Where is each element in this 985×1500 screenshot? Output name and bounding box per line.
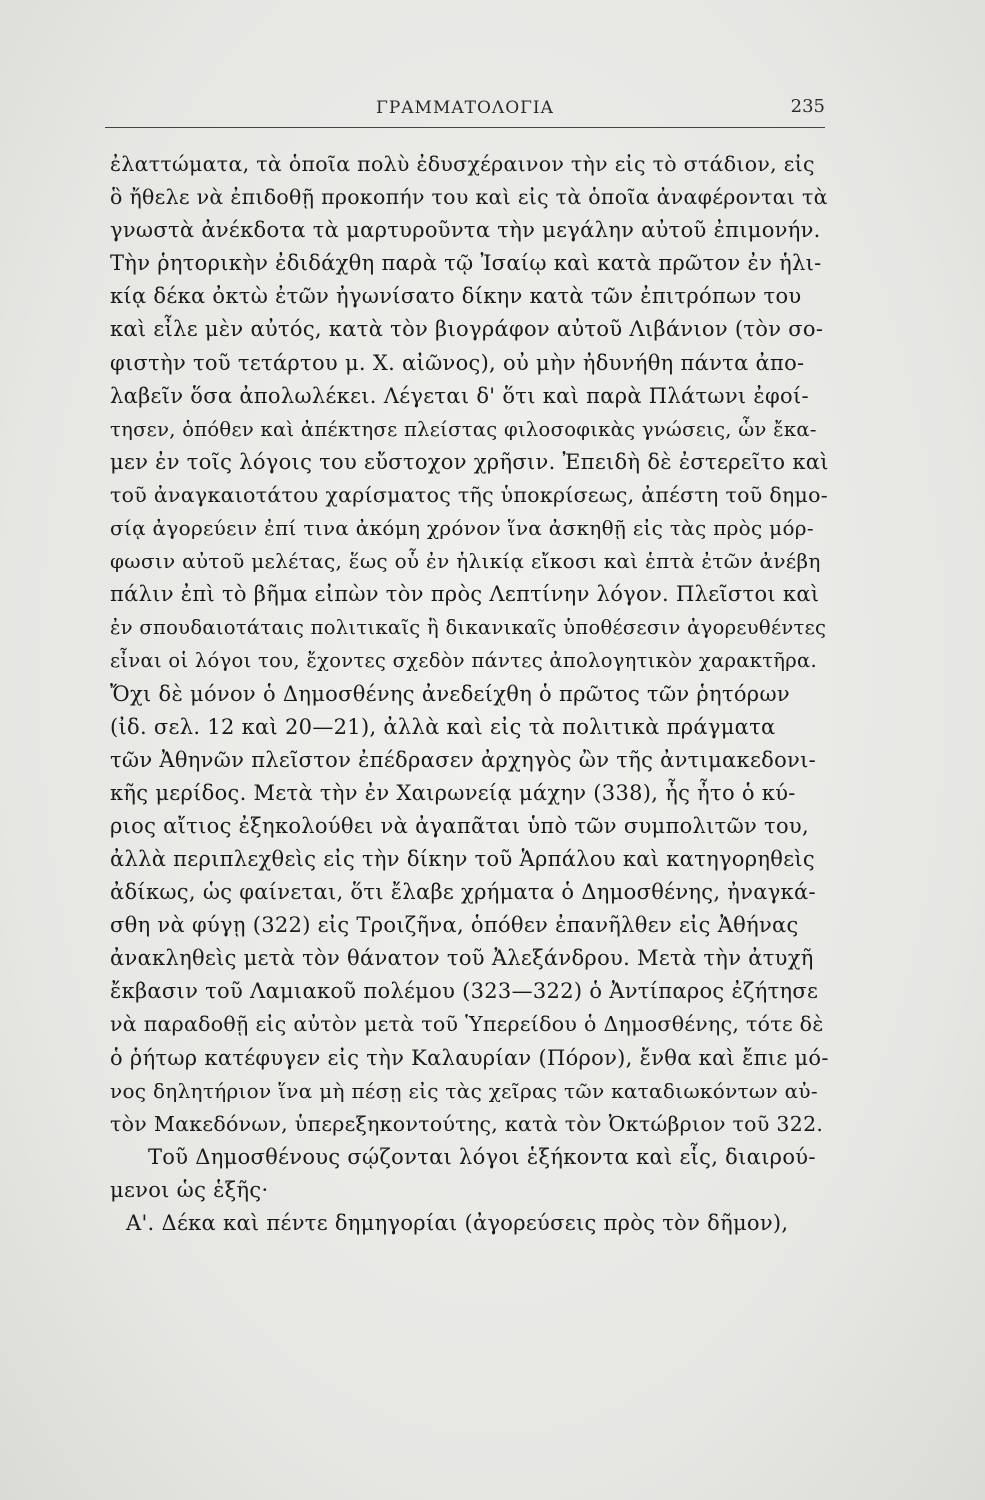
- text-line: ἔκβασιν τοῦ Λαμιακοῦ πολέμου (323—322) ὁ Ἀντίπαρος ἐζήτησε: [110, 979, 819, 1004]
- text-line: τὸν Μακεδόνων, ὑπερεξηκοντούτης, κατὰ τὸν Ὀκτώβριον τοῦ 322.: [110, 1111, 824, 1136]
- text-line: μενοι ὡς ἑξῆς·: [110, 1177, 269, 1202]
- text-line: ἀνακληθεὶς μετὰ τὸν θάνατον τοῦ Ἀλεξάνδρου. Μετὰ τὴν ἀτυχῆ: [110, 946, 814, 971]
- text-line: τοῦ ἀναγκαιοτάτου χαρίσματος τῆς ὑποκρίσεως, ἀπέστη τοῦ δημο-: [110, 482, 829, 507]
- text-line: νος δηλητήριον ἵνα μὴ πέσῃ εἰς τὰς χεῖρας τῶν καταδιωκόντων αὐ-: [110, 1078, 818, 1103]
- text-line: ἐν σπουδαιοτάταις πολιτικαῖς ἢ δικανικαῖς ὑποθέσεσιν ἀγορευθέντες: [110, 616, 827, 640]
- text-line: ἀδίκως, ὡς φαίνεται, ὅτι ἔλαβε χρήματα ὁ Δημοσθένης, ἠναγκά-: [110, 880, 816, 905]
- text-line: μεν ἐν τοῖς λόγοις του εὔστοχον χρῆσιν. Ἐπειδὴ δὲ ἐστερεῖτο καὶ: [110, 449, 829, 474]
- text-line: ριος αἴτιος ἐξηκολούθει νὰ ἀγαπᾶται ὑπὸ τῶν συμπολιτῶν του,: [110, 813, 809, 838]
- text-line: κίᾳ δέκα ὀκτὼ ἐτῶν ἠγωνίσατο δίκην κατὰ τῶν ἐπιτρόπων του: [110, 284, 802, 309]
- text-line: Ὄχι δὲ μόνον ὁ Δημοσθένης ἀνεδείχθη ὁ πρῶτος τῶν ῥητόρων: [110, 681, 790, 706]
- list-item-line: Α'. Δέκα καὶ πέντε δημηγορίαι (ἀγορεύσεις πρὸς τὸν δῆμον),: [126, 1211, 789, 1235]
- text-line: τῶν Ἀθηνῶν πλεῖστον ἐπέδρασεν ἀρχηγὸς ὢν τῆς ἀντιμακεδονι-: [110, 747, 817, 772]
- text-line: Τὴν ῥητορικὴν ἐδιδάχθη παρὰ τῷ Ἰσαίῳ καὶ κατὰ πρῶτον ἐν ἡλι-: [110, 251, 822, 276]
- text-line: φωσιν αὐτοῦ μελέτας, ἕως οὗ ἐν ἡλικίᾳ εἴκοσι καὶ ἑπτὰ ἐτῶν ἀνέβη: [110, 549, 821, 574]
- text-line: τησεν, ὁπόθεν καὶ ἀπέκτησε πλείστας φιλοσοφικὰς γνώσεις, ὧν ἔκα-: [110, 417, 817, 441]
- text-line: πάλιν ἐπὶ τὸ βῆμα εἰπὼν τὸν πρὸς Λεπτίνην λόγον. Πλεῖστοι καὶ: [110, 582, 820, 607]
- page-number: 235: [790, 96, 825, 117]
- text-line: καὶ εἶλε μὲν αὐτός, κατὰ τὸν βιογράφον αὐτοῦ Λιβάνιον (τὸν σο-: [110, 317, 824, 342]
- text-line: σίᾳ ἀγορεύειν ἐπί τινα ἀκόμη χρόνον ἵνα ἀσκηθῇ εἰς τὰς πρὸς μόρ-: [110, 516, 814, 541]
- text-line: κῆς μερίδος. Μετὰ τὴν ἐν Χαιρωνείᾳ μάχην (338), ἧς ἦτο ὁ κύ-: [110, 780, 796, 805]
- text-line: ὁ ῥήτωρ κατέφυγεν εἰς τὴν Καλαυρίαν (Πόρον), ἔνθα καὶ ἔπιε μό-: [110, 1045, 829, 1070]
- text-line: ὃ ἤθελε νὰ ἐπιδοθῇ προκοπήν του καὶ εἰς τὰ ὁποῖα ἀναφέρονται τὰ: [110, 185, 828, 210]
- running-head: ΓΡΑΜΜΑΤΟΛΟΓΙΑ: [376, 98, 554, 118]
- header-rule: [105, 127, 825, 128]
- text-line: λαβεῖν ὅσα ἀπολωλέκει. Λέγεται δ' ὅτι καὶ παρὰ Πλάτωνι ἐφοί-: [110, 383, 809, 408]
- text-line: ἀλλὰ περιπλεχθεὶς εἰς τὴν δίκην τοῦ Ἁρπάλου καὶ κατηγορηθεὶς: [110, 846, 815, 871]
- text-line: νὰ παραδοθῇ εἰς αὐτὸν μετὰ τοῦ Ὑπερείδου ὁ Δημοσθένης, τότε δὲ: [110, 1012, 824, 1037]
- text-line: εἶναι οἱ λόγοι του, ἔχοντες σχεδὸν πάντες ἀπολογητικὸν χαρακτῆρα.: [110, 649, 817, 673]
- text-line: γνωστὰ ἀνέκδοτα τὰ μαρτυροῦντα τὴν μεγάλην αὐτοῦ ἐπιμονήν.: [110, 218, 821, 243]
- body-text: [110, 148, 830, 1240]
- text-line: ἐλαττώματα, τὰ ὁποῖα πολὺ ἐδυσχέραινον τὴν εἰς τὸ στάδιον, εἰς: [110, 152, 815, 176]
- text-line: (ἰδ. σελ. 12 καὶ 20—21), ἀλλὰ καὶ εἰς τὰ πολιτικὰ πράγματα: [110, 714, 776, 739]
- text-line: σθη νὰ φύγῃ (322) εἰς Τροιζῆνα, ὁπόθεν ἐπανῆλθεν εἰς Ἀθήνας: [110, 913, 799, 938]
- text-line: φιστὴν τοῦ τετάρτου μ. Χ. αἰῶνος), οὐ μὴν ἠδυνήθη πάντα ἀπο-: [110, 350, 805, 375]
- paragraph-start-line: Τοῦ Δημοσθένους σῴζονται λόγοι ἑξήκοντα καὶ εἷς, διαιρού-: [148, 1144, 816, 1169]
- page-header: [105, 96, 825, 126]
